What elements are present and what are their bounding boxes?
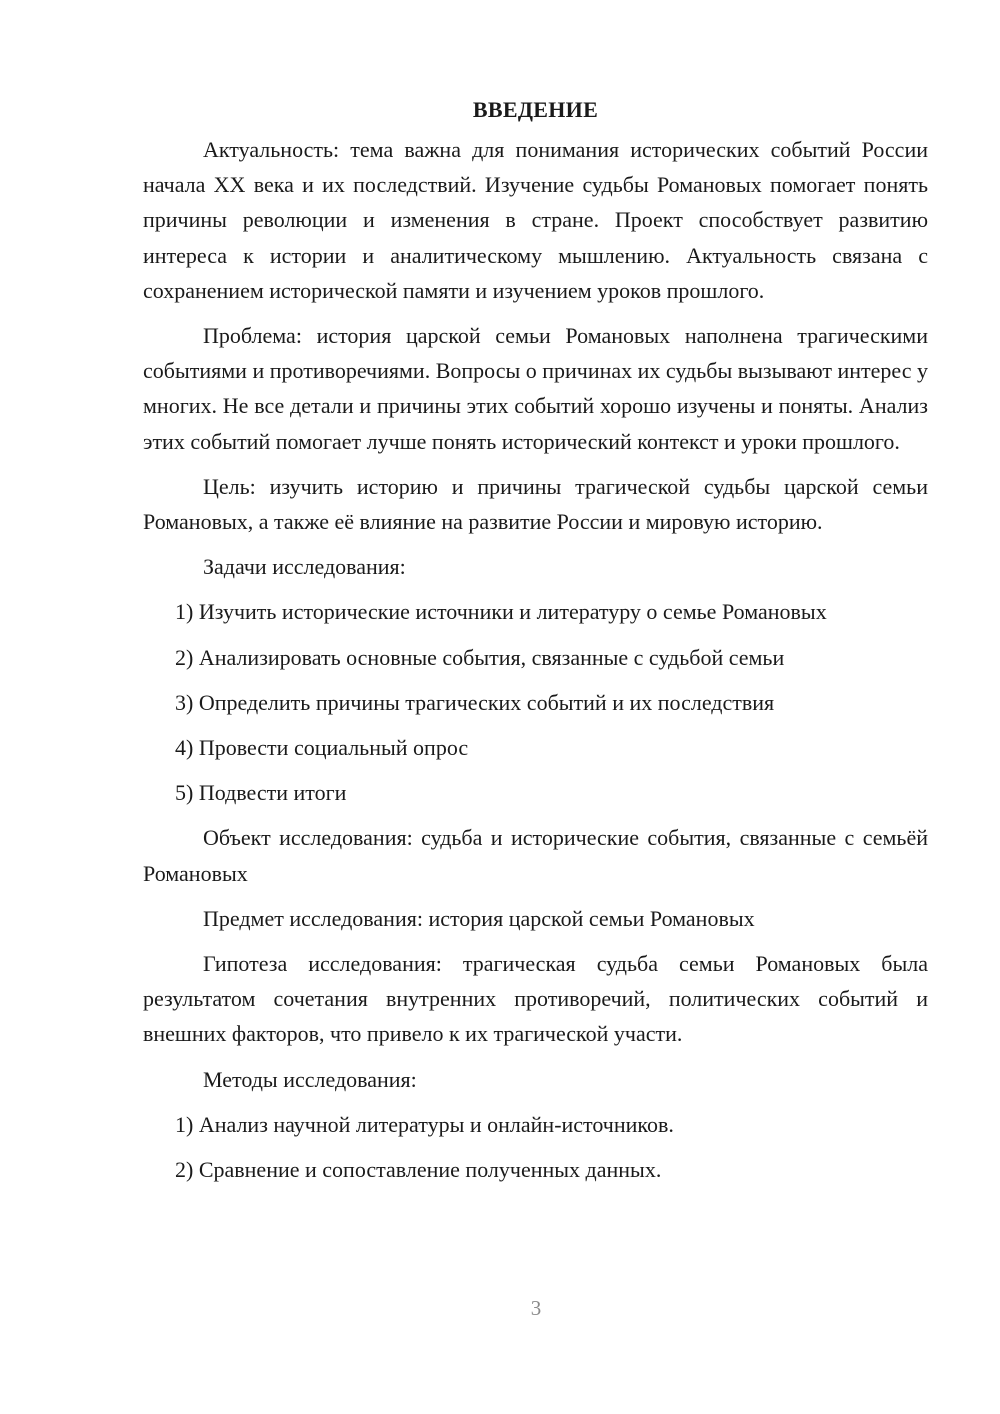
tasks-heading: Задачи исследования: xyxy=(203,554,406,580)
method-item-2: 2) Сравнение и сопоставление полученных данных. xyxy=(175,1157,662,1183)
subject-paragraph: Предмет исследования: история царской семьи Романовых xyxy=(203,905,755,931)
task-item-5: 5) Подвести итоги xyxy=(175,780,347,806)
methods-heading: Методы исследования: xyxy=(203,1066,417,1092)
object-paragraph: Объект исследования: судьба и исторические события, связанные с семьёй Романовых xyxy=(143,825,928,886)
page-title: ВВЕДЕНИЕ xyxy=(472,97,599,122)
task-item-2: 2) Анализировать основные события, связанные с судьбой семьи xyxy=(175,644,785,670)
task-item-4: 4) Провести социальный опрос xyxy=(175,735,469,761)
goal-paragraph: Цель: изучить историю и причины трагической судьбы царской семьи Романовых, а также её влияние на развитие России и мировую историю. xyxy=(143,473,928,535)
method-item-1: 1) Анализ научной литературы и онлайн-источников. xyxy=(175,1111,674,1137)
document-page xyxy=(143,92,928,1197)
page-number: 3 xyxy=(530,1296,542,1320)
task-item-1: 1) Изучить исторические источники и литературу о семье Романовых xyxy=(175,599,827,625)
relevance-paragraph: Актуальность: тема важна для понимания исторических событий России начала XX века и их последствий. Изучение судьбы Романовых помогает понять причины революции и изменения в стране. Проект способствует развитию интереса к истории и аналитическому мышлению. Актуальность связана с сохранением исторической памяти и изучением уроков прошлого. xyxy=(143,137,928,303)
problem-paragraph: Проблема: история царской семьи Романовых наполнена трагическими событиями и противоречиями. Вопросы о причинах их судьбы вызывают интерес у многих. Не все детали и причины этих событий хорошо изучены и поняты. Анализ этих событий помогает лучше понять исторический контекст и уроки прошлого. xyxy=(143,323,928,454)
hypothesis-paragraph: Гипотеза исследования: трагическая судьба семьи Романовых была результатом сочетания внутренних противоречий, политических событий и внешних факторов, что привело к их трагической участи. xyxy=(143,951,928,1047)
task-item-3: 3) Определить причины трагических событий и их последствия xyxy=(175,689,775,715)
